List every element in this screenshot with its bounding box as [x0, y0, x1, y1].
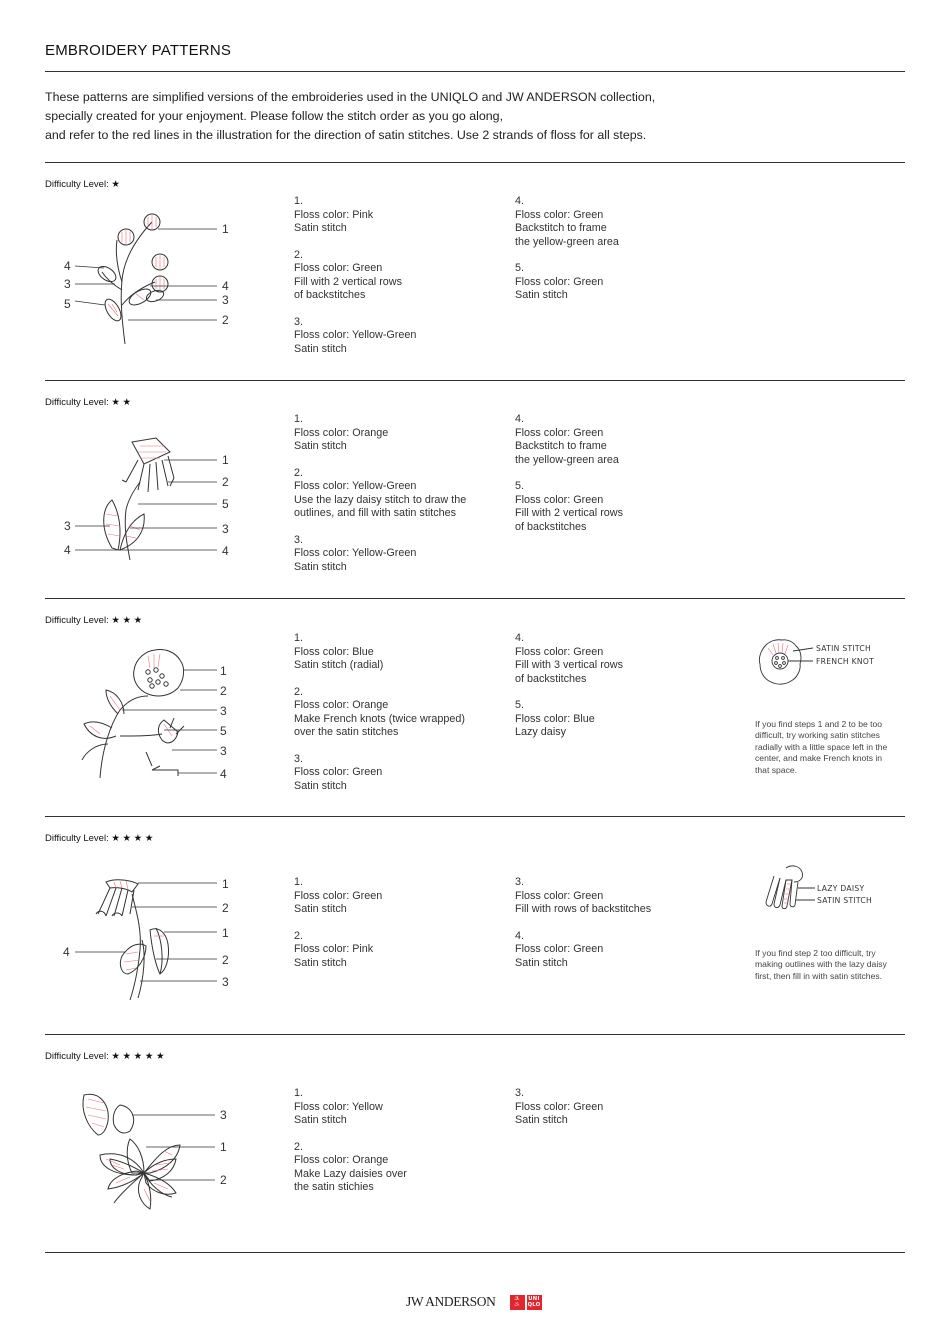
- section-divider: [45, 598, 905, 599]
- step-floss-color: Floss color: Yellow: [294, 1100, 383, 1113]
- step-line: Satin stitch: [294, 342, 347, 355]
- difficulty-level-4: Difficulty Level: ★ ★ ★ ★: [45, 833, 154, 844]
- step-number: 1.: [294, 195, 304, 207]
- step-floss-color: Floss color: Green: [515, 645, 604, 658]
- step-number: 2.: [294, 685, 304, 698]
- tip-line: difficult, try working satin stitches: [755, 730, 880, 741]
- pattern-2-steps-col2: [515, 413, 720, 547]
- label-right-2: 2: [222, 475, 229, 489]
- step: [294, 632, 499, 673]
- logo-tile-text: ニ: [514, 1302, 520, 1308]
- pattern-1-illustration: [60, 210, 240, 350]
- step: [515, 262, 720, 303]
- logo-tile-text: QLO: [527, 1302, 541, 1308]
- step: [515, 930, 720, 971]
- pattern-2-illustration: [60, 430, 240, 570]
- label-left-3: 5: [64, 297, 71, 311]
- pattern-3-illustration: [60, 640, 240, 785]
- label-left-1: 3: [64, 519, 71, 533]
- step-floss-color: Floss color: Green: [294, 262, 383, 274]
- step-floss-color: Floss color: Green: [294, 766, 383, 778]
- step-number: 2.: [294, 248, 304, 261]
- step-number: 4.: [515, 195, 525, 207]
- step-line: Lazy daisy: [515, 726, 567, 738]
- pattern-3-tip-diagram: [755, 636, 905, 688]
- label-right-4: 5: [220, 724, 227, 738]
- step-number: 3.: [294, 315, 304, 328]
- difficulty-level-5: Difficulty Level: ★ ★ ★ ★ ★: [45, 1051, 165, 1062]
- step: [294, 930, 499, 971]
- step-floss-color: Floss color: Green: [515, 426, 604, 439]
- step-line: Satin stitch: [515, 289, 568, 301]
- section-divider: [45, 816, 905, 817]
- label-right-5: 3: [222, 975, 229, 989]
- label-left-2: 3: [64, 277, 71, 291]
- label-right-3: 3: [222, 293, 229, 307]
- step-number: 1.: [294, 876, 304, 888]
- section-divider: [45, 380, 905, 381]
- label-right-1: 1: [222, 877, 229, 891]
- step-line: Fill with 3 vertical rows: [515, 659, 623, 671]
- step-line: Satin stitch (radial): [294, 659, 384, 671]
- label-right-3: 2: [220, 1173, 227, 1187]
- step-floss-color: Floss color: Green: [515, 208, 604, 221]
- step-line: Satin stitch: [294, 440, 347, 452]
- pattern-5-steps-col1: [294, 1087, 499, 1208]
- step-line: Make French knots (twice wrapped): [294, 712, 466, 725]
- step-number: 2.: [294, 929, 304, 942]
- label-right-1: 1: [222, 453, 229, 467]
- step-floss-color: Floss color: Orange: [294, 1154, 389, 1166]
- step-number: 4.: [515, 632, 525, 644]
- step-number: 4.: [515, 413, 525, 425]
- step-floss-color: Floss color: Pink: [294, 208, 374, 221]
- intro-line-1: These patterns are simplified versions of the embroideries used in the UNIQLO and JW ANDERSON collection,: [45, 90, 656, 104]
- step-number: 2.: [294, 1140, 304, 1153]
- step-floss-color: Floss color: Green: [515, 1100, 604, 1113]
- page-title: EMBROIDERY PATTERNS: [45, 42, 232, 59]
- tip-line: If you find steps 1 and 2 to be too: [755, 719, 883, 729]
- step-line: of backstitches: [515, 672, 587, 685]
- difficulty-level-1: Difficulty Level: ★: [45, 179, 120, 190]
- callout-satin-stitch: SATIN STITCH: [817, 896, 873, 905]
- section-divider: [45, 1252, 905, 1253]
- step: [294, 534, 499, 575]
- step-line: Use the lazy daisy stitch to draw the: [294, 493, 467, 506]
- step-number: 2.: [294, 466, 304, 479]
- label-right-4: 3: [222, 522, 229, 536]
- step: [515, 876, 720, 917]
- tip-line: center, and make French knots in: [755, 753, 883, 764]
- step: [294, 753, 499, 794]
- label-right-1: 3: [220, 1108, 227, 1122]
- step-number: 5.: [515, 480, 525, 492]
- footer-logos: [406, 1292, 542, 1312]
- step-line: Satin stitch: [294, 1114, 347, 1126]
- section-divider: [45, 162, 905, 163]
- step-line: the yellow-green area: [515, 235, 619, 248]
- step-number: 1.: [294, 632, 304, 644]
- label-right-6: 4: [220, 767, 227, 781]
- step-line: Backstitch to frame: [515, 222, 607, 234]
- step-number: 3.: [294, 752, 304, 765]
- label-right-2: 4: [222, 279, 229, 293]
- step-floss-color: Floss color: Green: [515, 889, 604, 902]
- step: [294, 249, 499, 303]
- label-right-4: 2: [222, 313, 229, 327]
- step: [515, 480, 720, 534]
- step-number: 3.: [515, 1087, 525, 1099]
- step-line: Backstitch to frame: [515, 440, 607, 452]
- step: [294, 876, 499, 917]
- step-floss-color: Floss color: Yellow-Green: [294, 480, 417, 492]
- logo-tile-text: UNI: [528, 1296, 540, 1302]
- pattern-2-steps-col1: [294, 413, 499, 587]
- step: [294, 413, 499, 454]
- step: [294, 195, 499, 236]
- uniqlo-logo: [510, 1295, 542, 1310]
- uniqlo-logo-tile-latin: [527, 1295, 542, 1310]
- step-floss-color: Floss color: Green: [515, 275, 604, 288]
- step: [515, 699, 720, 740]
- step-line: Fill with rows of backstitches: [515, 903, 652, 915]
- difficulty-level-3: Difficulty Level: ★ ★ ★: [45, 615, 143, 626]
- step: [294, 316, 499, 357]
- step-line: Satin stitch: [294, 222, 347, 234]
- pattern-3-steps-col1: [294, 632, 499, 806]
- section-divider: [45, 1034, 905, 1035]
- step-line: Satin stitch: [294, 560, 347, 573]
- callout-french-knot: FRENCH KNOT: [816, 657, 875, 666]
- step-floss-color: Floss color: Yellow-Green: [294, 329, 417, 341]
- jw-anderson-logo: JW ANDERSON: [406, 1294, 496, 1309]
- step-number: 4.: [515, 929, 525, 942]
- step-floss-color: Floss color: Blue: [515, 712, 595, 725]
- step-number: 5.: [515, 262, 525, 274]
- step-line: of backstitches: [515, 520, 587, 533]
- tip-line: that space.: [755, 764, 798, 775]
- label-right-1: 1: [222, 222, 229, 236]
- step-line: Satin stitch: [294, 903, 347, 915]
- intro-line-2: specially created for your enjoyment. Please follow the stitch order as you go along,: [45, 109, 504, 123]
- label-left-1: 4: [64, 259, 71, 273]
- pattern-5-steps-col2: [515, 1087, 720, 1141]
- step-line: Satin stitch: [294, 779, 347, 792]
- step-line: over the satin stitches: [294, 726, 399, 738]
- step-number: 3.: [515, 876, 525, 888]
- pattern-3-tip-text: [755, 719, 907, 776]
- step: [515, 632, 720, 686]
- pattern-4-tip-text: [755, 948, 907, 982]
- pattern-4-steps-col2: [515, 876, 720, 983]
- step: [294, 467, 499, 521]
- step-line: Fill with 2 vertical rows: [515, 507, 623, 519]
- label-left-1: 4: [63, 945, 70, 959]
- callout-satin-stitch: SATIN STITCH: [816, 644, 872, 653]
- label-right-2: 2: [220, 684, 227, 698]
- step-number: 1.: [294, 413, 304, 425]
- title-divider: [45, 71, 905, 72]
- pattern-4-steps-col1: [294, 876, 499, 983]
- callout-lazy-daisy: LAZY DAISY: [817, 884, 865, 893]
- step-line: Satin stitch: [515, 1114, 568, 1126]
- label-right-4: 2: [222, 953, 229, 967]
- label-right-3: 5: [222, 497, 229, 511]
- label-right-5: 3: [220, 744, 227, 758]
- intro-line-3: and refer to the red lines in the illustration for the direction of satin stitches. Use 2 strands of floss for all steps.: [45, 128, 647, 142]
- step-floss-color: Floss color: Green: [515, 493, 604, 506]
- step: [294, 1087, 499, 1128]
- step: [515, 1087, 720, 1128]
- difficulty-level-2: Difficulty Level: ★ ★: [45, 397, 132, 408]
- step-floss-color: Floss color: Orange: [294, 426, 389, 439]
- step-number: 1.: [294, 1087, 304, 1099]
- step-line: outlines, and fill with satin stitches: [294, 507, 457, 519]
- tip-line: first, then fill in with satin stitches.: [755, 970, 883, 981]
- pattern-5-illustration: [60, 1085, 240, 1220]
- label-left-2: 4: [64, 543, 71, 557]
- step: [294, 1141, 499, 1195]
- tip-line: If you find step 2 too difficult, try: [755, 948, 876, 958]
- step-floss-color: Floss color: Green: [294, 889, 383, 902]
- step-floss-color: Floss color: Yellow-Green: [294, 547, 417, 559]
- step-line: the yellow-green area: [515, 453, 619, 466]
- label-right-1: 1: [220, 664, 227, 678]
- pattern-4-illustration: [60, 870, 240, 1005]
- pattern-1-steps-col2: [515, 195, 720, 316]
- intro-text: [45, 88, 905, 145]
- step: [294, 686, 499, 740]
- step-floss-color: Floss color: Green: [515, 943, 604, 955]
- label-right-3: 1: [222, 926, 229, 940]
- logo-tile-text: ユ: [514, 1296, 520, 1302]
- step-line: Fill with 2 vertical rows: [294, 275, 402, 288]
- step-floss-color: Floss color: Blue: [294, 645, 374, 658]
- step-floss-color: Floss color: Orange: [294, 699, 389, 711]
- step: [515, 195, 720, 249]
- pattern-4-tip-diagram: [760, 862, 905, 914]
- tip-line: radially with a little space left in the: [755, 741, 888, 752]
- step-number: 3.: [294, 533, 304, 546]
- step-line: Satin stitch: [294, 956, 347, 969]
- uniqlo-logo-tile-katakana: [510, 1295, 525, 1310]
- label-right-3: 3: [220, 704, 227, 718]
- step-line: Make Lazy daisies over: [294, 1167, 407, 1180]
- label-right-5: 4: [222, 544, 229, 558]
- step-line: of backstitches: [294, 289, 366, 301]
- step-number: 5.: [515, 699, 525, 711]
- pattern-3-steps-col2: [515, 632, 720, 753]
- step-line: Satin stitch: [515, 956, 568, 969]
- label-right-2: 1: [220, 1140, 227, 1154]
- label-right-2: 2: [222, 901, 229, 915]
- step-line: the satin stichies: [294, 1181, 374, 1193]
- tip-line: making outlines with the lazy daisy: [755, 959, 887, 970]
- step: [515, 413, 720, 467]
- step-floss-color: Floss color: Pink: [294, 943, 374, 955]
- pattern-1-steps-col1: [294, 195, 499, 369]
